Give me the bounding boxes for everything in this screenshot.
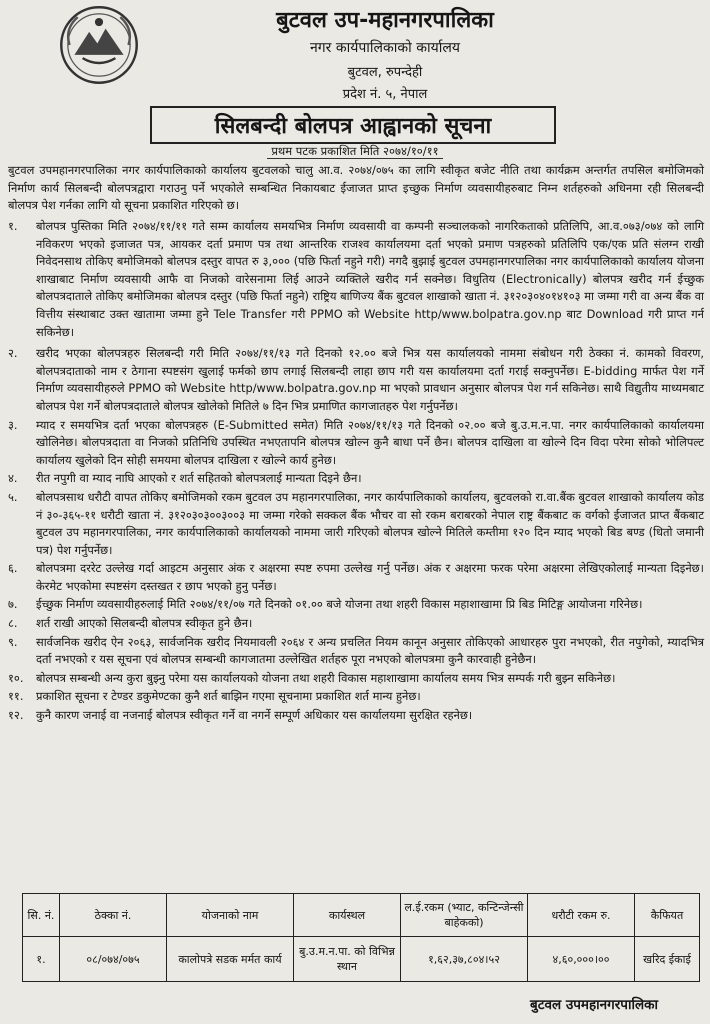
col-contract-no: ठेक्का नं. [60, 894, 167, 937]
list-item: ८. शर्त राखी आएको सिलबन्दी बोलपत्र स्वीकृत हुने छैन। [8, 616, 253, 631]
org-name: बुटवल उप-महानगरपालिका [276, 8, 494, 33]
list-item: १०. बोलपत्र सम्बन्धी अन्य कुरा बुझ्नु परेमा यस कार्यालयको योजना तथा शहरी विकास महाशाखामा कार्यालय समय भित्र सम्पर्क गरी बुझ्न सकिनेछ। [8, 670, 616, 685]
col-serial: सि. नं. [23, 894, 60, 937]
cell-site: बु.उ.म.न.पा. को विभिन्न स्थान [294, 937, 401, 982]
list-item: १२. कुनै कारण जनाई वा नजनाई बोलपत्र स्वीकृत गर्ने वा नगर्ने सम्पूर्ण अधिकार यस कार्यालयमा सुरक्षित रहनेछ। [8, 708, 473, 723]
signature-line: बुटवल उपमहानगरपालिका [530, 997, 658, 1013]
province-line: प्रदेश नं. ५, नेपाल [342, 87, 428, 102]
list-item: २. खरीद भएका बोलपत्रहरु सिलबन्दी गरी मिति २०७४/११/१३ गते दिनको १२.०० बजे भित्र यस कार्यालयको नाममा संबोधन गरी ठेक्का नं. कामको विवरण, बोलपत्रदाताको नाम र ठेगाना स्पष्टसंग खुलाई फर्मको छाप लगाई सिलबन्दी लाहा छाप गरी यस कार्यालयमा दर्ता गराई सक्नुपर्नेछ। E-bidding मार्फत पेश गर्ने निर्माण व्यवसायीहरुले PPMO को Website http/www.bolpatra.gov.np मा भएको प्रावधान अनुसार बोलपत्र पेश गर्न सकिनेछ। साथै विद्युतीय माध्यमबाट बोलपत्र पेश गर्ने बोलपत्रदाताले बोलपत्र खोलेको मितिले ७ दिन भित्र प्रमाणित कागजातहरु पेश गर्नुपर्नेछ। [8, 346, 704, 413]
office-location: बुटवल, रुपन्देही [347, 65, 423, 80]
tender-table [22, 893, 700, 982]
list-item: ९. सार्वजनिक खरीद ऐन २०६३, सार्वजनिक खरीद नियमावली २०६४ र अन्य प्रचलित नियम कानून अनुसार तोकिएको आधारहरु पुरा नभएको, रीत नपुगेको, म्यादभित्र दर्ता नभएको र यस सूचना एवं बोलपत्र सम्बन्धी कागजातमा उल्लेखित शर्तहरु पूरा नभएको बोलपत्रमा कुनै कारवाही हुनेछैन। [8, 634, 704, 667]
cell-serial: १. [23, 937, 60, 982]
publication-date: प्रथम पटक प्रकाशित मिति २०७४/१०/११ [0, 144, 710, 159]
conditions-list [8, 218, 704, 726]
list-item: ४. रीत नपुगी वा म्याद नाघि आएको र शर्त सहितको बोलपत्रलाई मान्यता दिइने छैन। [8, 471, 362, 486]
office-name: नगर कार्यपालिकाको कार्यालय [310, 40, 460, 56]
list-item: ३. म्याद र समयभित्र दर्ता भएका बोलपत्रहरु (E-Submitted समेत) मिति २०७४/११/१३ गते दिनको ०२.०० बजे बु.उ.म.न.पा. नगर कार्यपालिकाको कार्यालयमा खोलिनेछ। बोलपत्रदाता वा निजको प्रतिनिधि उपस्थित नभएतापनि बोलपत्र खोल्न कुनै बाधा पर्ने छैन। बोलपत्र दाखिला वा खोल्ने दिन विदा परेमा सोको भोलिपल्ट कार्यालय खुलेको दिन सोही समयमा बोलपत्र दाखिला र खोल्ने कार्य हुनेछ। [8, 417, 704, 467]
notice-title: सिलबन्दी बोलपत्र आह्वानको सूचना [150, 106, 556, 144]
intro-paragraph: बुटवल उपमहानगरपालिका नगर कार्यपालिकाको कार्यालय बुटवलको चालु आ.व. २०७४/०७५ का लागि स्वीकृत बजेट नीति तथा कार्यक्रम अन्तर्गत तपसिल बमोजिमको निर्माण कार्य सिलबन्दी बोलपत्रद्वारा गराउनु पर्ने भएकोले सम्बन्धित निकायबाट ईजाजत प्राप्त इच्छुक निर्माण व्यवसायीहरुबाट निम्न शर्तहरुको अधिनमा रही सिलबन्दी बोलपत्र पेश गर्नका लागि यो सूचना प्रकाशित गरिएको छ। [8, 163, 704, 212]
col-deposit: धरौटी रकम रु. [528, 894, 635, 937]
cell-project-name: कालोपत्रे सडक मर्मत कार्य [167, 937, 294, 982]
list-item: ७. ईच्छुक निर्माण व्यवसायीहरुलाई मिति २०७४/११/०७ गते दिनको ०१.०० बजे योजना तथा शहरी विकास महाशाखामा प्रि बिड मिटिङ्ग आयोजना गरिनेछ। [8, 597, 643, 612]
list-item: ६. बोलपत्रमा दररेट उल्लेख गर्दा आइटम अनुसार अंक र अक्षरमा स्पष्ट रुपमा उल्लेख गर्नु पर्नेछ। अंक र अक्षरमा फरक परेमा अक्षरमा लेखिएकोलाई मान्यता दिइनेछ। केरमेट भएकोमा स्पष्टसंग दस्तखत र छाप भएको हुनु पर्नेछ। [8, 561, 704, 593]
table-row [23, 937, 700, 982]
col-site: कार्यस्थल [294, 894, 401, 937]
cell-remarks: खरिद ईकाई [635, 937, 700, 982]
cell-cost-estimate: १,६२,३७,८०४।५२ [401, 937, 528, 982]
table-header-row [23, 894, 700, 937]
list-item: १. बोलपत्र पुस्तिका मिति २०७४/११/११ गते सम्म कार्यालय समयभित्र निर्माण व्यवसायी वा कम्पनी सञ्चालकको नागरिकताको प्रतिलिपि, आ.व.०७३/०७४ को लागि नविकरण भएको इजाजत पत्र, आयकर दर्ता प्रमाण पत्र तथा आन्तरिक राजश्व कार्यालयमा दर्ता भएको प्रमाण पत्रहरुको प्रतिलिपि एक/एक प्रति संलग्न राखी निवेदनसाथ तोकिए बमोजिमको बोलपत्र दस्तुर वापत रु ३,००० (पछि फिर्ता नहुने गरी) नगदै बुझाई बुटवल उपमहानगरपालिका नगर कार्यपालिकाको कार्यालय योजना शाखाबाट निर्माण व्यवसायी आफै वा निजको वारेसनामा लिई आउने व्यक्तिले खरीद गर्न सक्नेछ। विधुतिय (Electronically) बोलपत्र खरीद गर्न ईच्छुक बोलपत्रदाताले तोकिए बमोजिमका बोलपत्र दस्तुर (पछि फिर्ता नहुने) राष्ट्रिय बाणिज्य बैंक बुटवल शाखाको खाता नं. ३१२०३०४०१४१०३ मा जम्मा गरी वा अन्य बैंक वा वित्तीय संस्थाबाट उक्त खातामा जम्मा हुने Tele Transfer गरी PPMO को Website http/www.bolpatra.gov.np बाट Download गरी प्राप्त गर्न सकिनेछ। [8, 219, 704, 339]
cell-contract-no: ०८/०७४/०७५ [60, 937, 167, 982]
col-remarks: कैफियत [635, 894, 700, 937]
list-item: ११. प्रकाशित सूचना र टेण्डर डकुमेण्टका कुनै शर्त बाझिन गएमा सूचनामा प्रकाशित शर्त मान्य हुनेछ। [8, 689, 421, 704]
nepal-emblem-icon [58, 4, 140, 86]
col-cost-estimate: ल.ई.रकम (भ्याट, कन्टिन्जेन्सी बाहेकको) [401, 894, 528, 937]
list-item: ५. बोलपत्रसाथ धरौटी वापत तोकिए बमोजिमको रकम बुटवल उप महानगरपालिका, नगर कार्यपालिकाको कार्यालय, बुटवलको रा.वा.बैंक बुटवल शाखाको कार्यालय कोड नं ३०-३६५-११ धरौटी खाता नं. ३१२०३०३००३००३ मा जम्मा गरेको सक्कल बैंक भौचर वा सो रकम बराबरको नेपाल राष्ट्र बैंकबाट क वर्गको ईजाजत प्राप्त बैंकबाट बुटवल उप महानगरपालिका, नगर कार्यपालिकाको कार्यालयको नाममा जारी गरिएको बोलपत्र खोल्ने मितिले कम्तीमा १२० दिन म्याद भएको बिड बण्ड (धितो जमानी पत्र) पेश गर्नुपर्नेछ। [8, 489, 704, 557]
cell-deposit: ४,६०,०००।०० [528, 937, 635, 982]
col-project-name: योजनाको नाम [167, 894, 294, 937]
